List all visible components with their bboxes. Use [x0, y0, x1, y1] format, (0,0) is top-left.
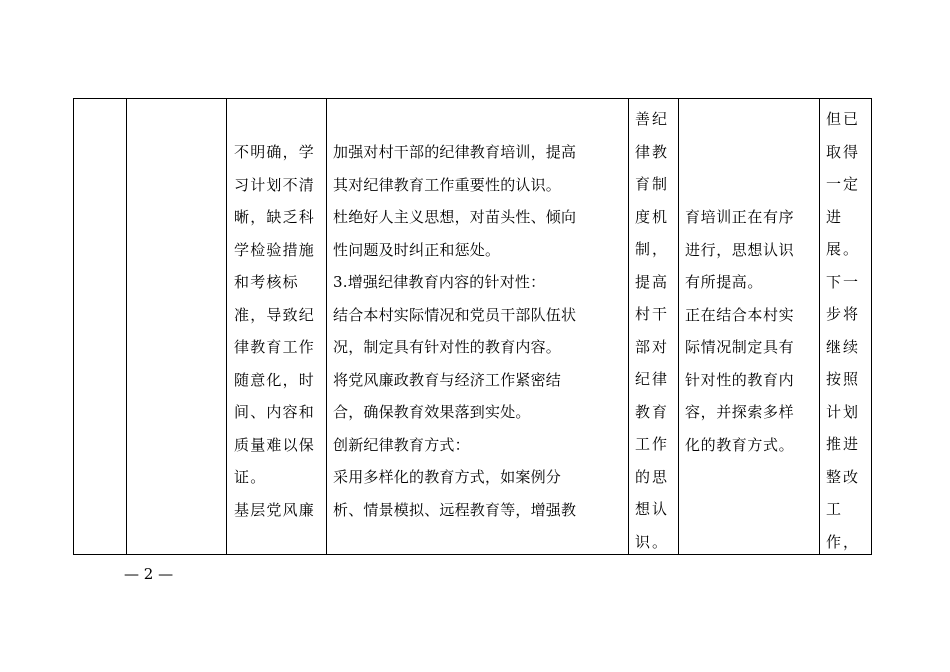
measure-line: 将党风廉政教育与经济工作紧密结: [333, 370, 562, 389]
problem-line: 随意化，时: [234, 370, 316, 389]
measure-line: 3.增强纪律教育内容的针对性：: [333, 273, 546, 291]
goal-line: 村干: [635, 305, 670, 323]
column-divider: [628, 99, 629, 554]
goal-line: 律教: [635, 142, 670, 161]
progress-line: 际情况制定具有: [685, 338, 795, 356]
progress-line: 正在结合本村实: [685, 305, 795, 324]
goal-line: 想认: [635, 500, 670, 518]
problem-line: 学检验措施: [234, 240, 316, 259]
problem-line: 证。: [234, 468, 267, 486]
page-number: — 2 —: [124, 565, 174, 583]
measure-line: 其对纪律教育工作重要性的认识。: [333, 175, 562, 194]
goal-line: 识。: [635, 532, 670, 551]
measure-line: 况，制定具有针对性的教育内容。: [333, 338, 562, 356]
status-line: 按照: [826, 370, 861, 388]
progress-cell: [685, 201, 794, 461]
goal-line: 度机: [635, 207, 670, 226]
column-divider: [678, 99, 679, 554]
problem-line: 不明确，学: [234, 143, 316, 161]
goal-line: 部对: [635, 337, 670, 356]
status-line: 展。: [826, 240, 861, 258]
status-line: 步将: [826, 305, 861, 323]
status-line: 但已: [826, 110, 861, 128]
measure-line: 合，确保教育效果落到实处。: [333, 403, 531, 421]
goal-line: 育制: [635, 175, 670, 193]
measure-line: 结合本村实际情况和党员干部队伍状: [333, 305, 577, 324]
rectification-table: [73, 98, 872, 555]
problem-line: 律教育工作: [234, 338, 316, 356]
measure-line: 杜绝好人主义思想，对苗头性、倾向: [333, 208, 577, 226]
status-line: 一定: [826, 175, 861, 193]
problem-line: 准，导致纪: [234, 305, 316, 324]
progress-line: 化的教育方式。: [685, 435, 795, 454]
progress-line: 进行，思想认识: [685, 240, 795, 259]
status-line: 取得: [826, 142, 861, 161]
status-line: 计划: [826, 402, 861, 421]
measure-line: 加强对村干部的纪律教育培训，提高: [333, 143, 577, 161]
status-cell: [826, 103, 860, 558]
goal-line: 善纪: [635, 110, 670, 128]
status-line: 作，: [826, 532, 861, 551]
column-divider: [326, 99, 327, 554]
column-divider: [226, 99, 227, 554]
progress-line: 有所提高。: [685, 273, 764, 291]
problem-line: 习计划不清: [234, 175, 316, 194]
measures-cell: [333, 136, 576, 526]
problem-cell: [234, 136, 315, 526]
measure-line: 性问题及时纠正和惩处。: [333, 240, 501, 259]
goal-line: 纪律: [635, 370, 670, 388]
problem-line: 基层党风廉: [234, 500, 316, 519]
goal-cell: [635, 103, 669, 558]
problem-line: 质量难以保: [234, 435, 316, 454]
progress-line: 育培训正在有序: [685, 208, 795, 226]
problem-line: 间、内容和: [234, 403, 316, 421]
column-divider: [126, 99, 127, 554]
goal-line: 的思: [635, 467, 670, 486]
progress-line: 针对性的教育内: [685, 370, 795, 389]
goal-line: 制，: [635, 240, 670, 258]
goal-line: 教育: [635, 402, 670, 421]
status-line: 工: [826, 500, 844, 518]
status-line: 推进: [826, 435, 861, 453]
status-line: 整改: [826, 467, 861, 486]
measure-line: 采用多样化的教育方式，如案例分: [333, 468, 562, 486]
status-line: 进: [826, 207, 844, 226]
measure-line: 析、情景模拟、远程教育等，增强教: [333, 500, 577, 519]
status-line: 继续: [826, 337, 861, 356]
column-divider: [819, 99, 820, 554]
problem-line: 晰，缺乏科: [234, 208, 316, 226]
goal-line: 提高: [635, 272, 670, 291]
measure-line: 创新纪律教育方式：: [333, 435, 470, 454]
progress-line: 容，并探索多样: [685, 403, 795, 421]
problem-line: 和考核标: [234, 273, 299, 291]
status-line: 下一: [826, 272, 861, 291]
goal-line: 工作: [635, 435, 670, 453]
